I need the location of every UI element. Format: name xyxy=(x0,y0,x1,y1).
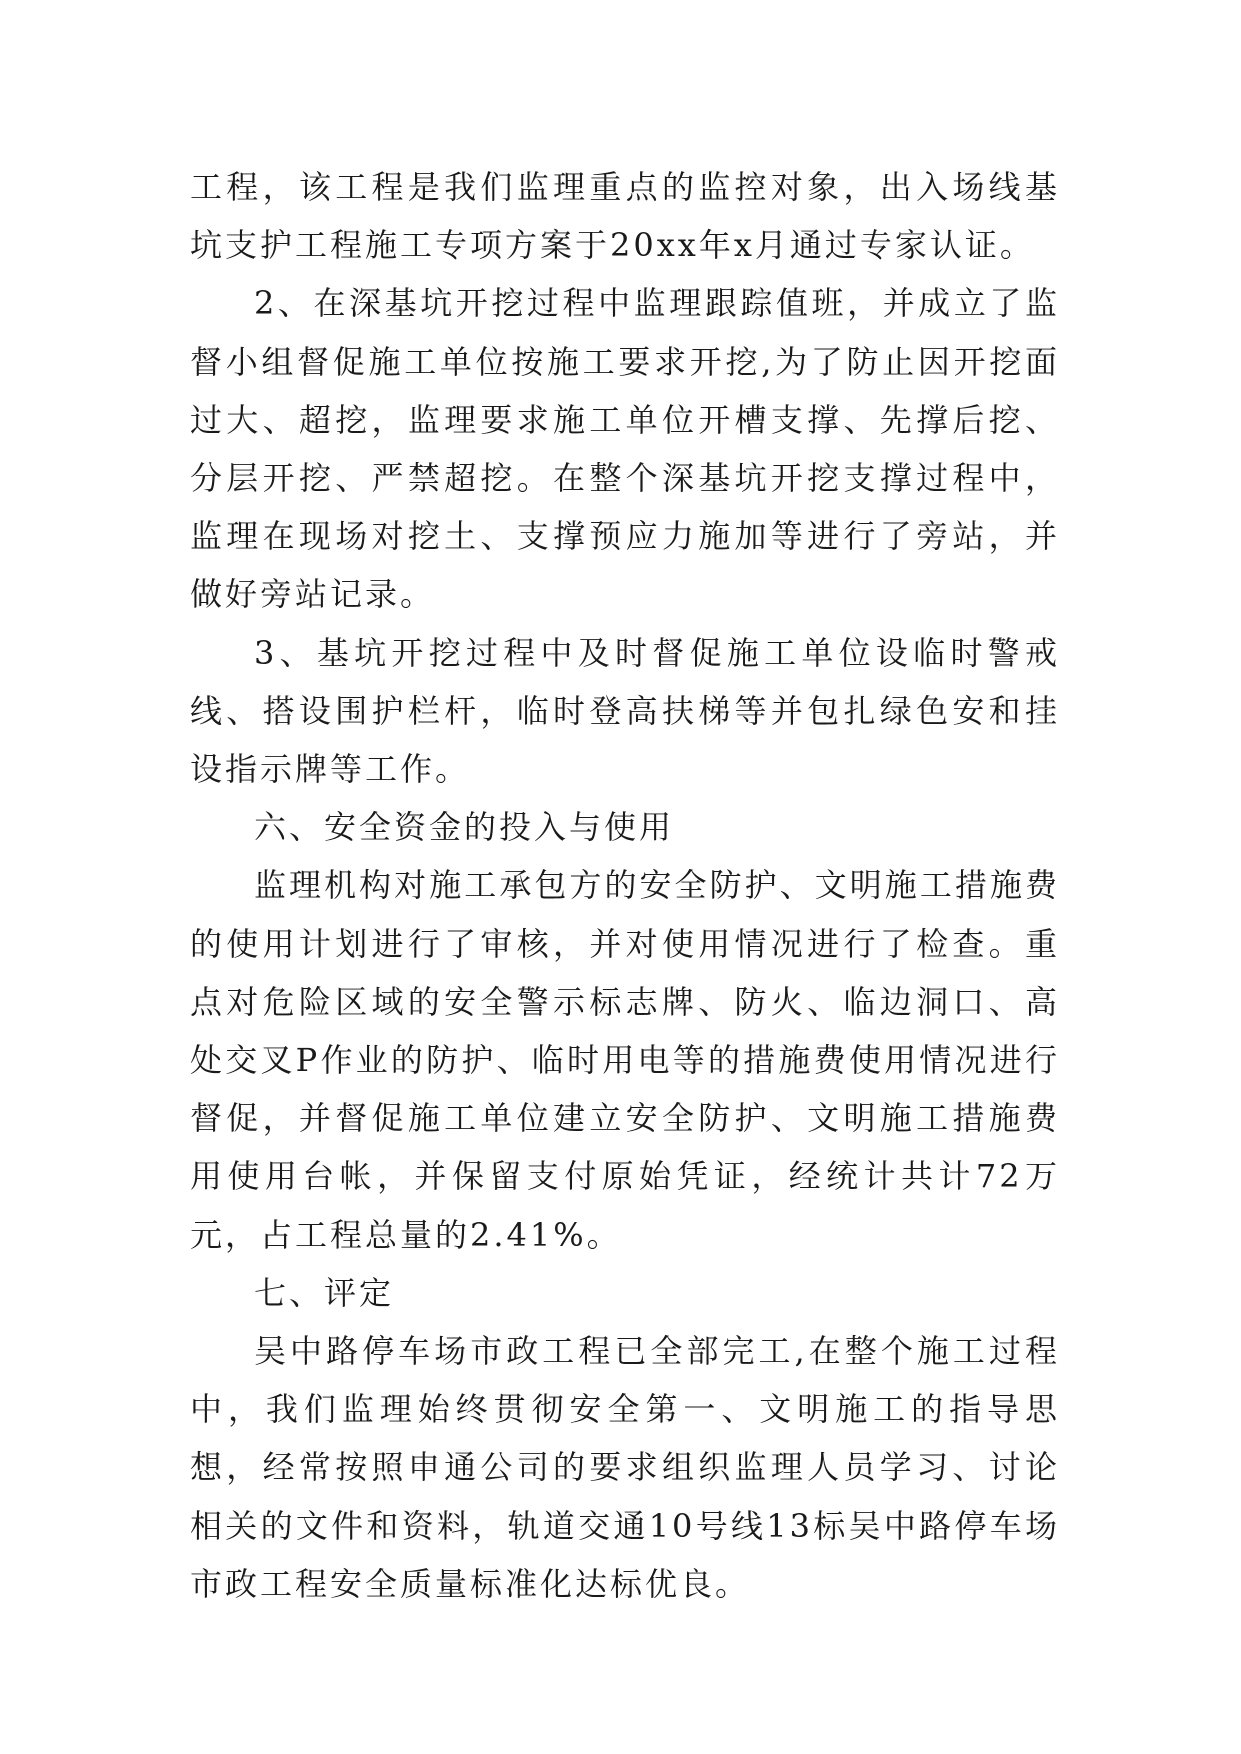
paragraph-item-2: 2、在深基坑开挖过程中监理跟踪值班，并成立了监督小组督促施工单位按施工要求开挖,为了防止因开挖面过大、超挖，监理要求施工单位开槽支撑、先撑后挖、分层开挖、严禁超挖。在整个深基坑开挖支撑过程中，监理在现场对挖土、支撑预应力施加等进行了旁站，并做好旁站记录。 xyxy=(190,284,1060,614)
paragraph-safety-funds: 监理机构对施工承包方的安全防护、文明施工措施费的使用计划进行了审核，并对使用情况进行了检查。重点对危险区域的安全警示标志牌、防火、临边洞口、高处交叉P作业的防护、临时用电等的措施费使用情况进行督促，并督促施工单位建立安全防护、文明施工措施费用使用台帐，并保留支付原始凭证，经统计共计72万元，占工程总量的2.41%。 xyxy=(190,866,1060,1254)
section-heading-safety-funds: 六、安全资金的投入与使用 xyxy=(254,808,675,847)
document-body xyxy=(190,158,1060,1613)
paragraph-evaluation: 吴中路停车场市政工程已全部完工,在整个施工过程中，我们监理始终贯彻安全第一、文明施工的指导思想，经常按照申通公司的要求组织监理人员学习、讨论相关的文件和资料，轨道交通10号线13标吴中路停车场市政工程安全质量标准化达标优良。 xyxy=(190,1332,1060,1603)
paragraph-item-3: 3、基坑开挖过程中及时督促施工单位设临时警戒线、搭设围护栏杆，临时登高扶梯等并包扎绿色安和挂设指示牌等工作。 xyxy=(190,633,1060,789)
section-heading-evaluation: 七、评定 xyxy=(254,1273,395,1312)
paragraph-continuation: 工程，该工程是我们监理重点的监控对象，出入场线基坑支护工程施工专项方案于20xx年x月通过专家认证。 xyxy=(190,168,1060,265)
